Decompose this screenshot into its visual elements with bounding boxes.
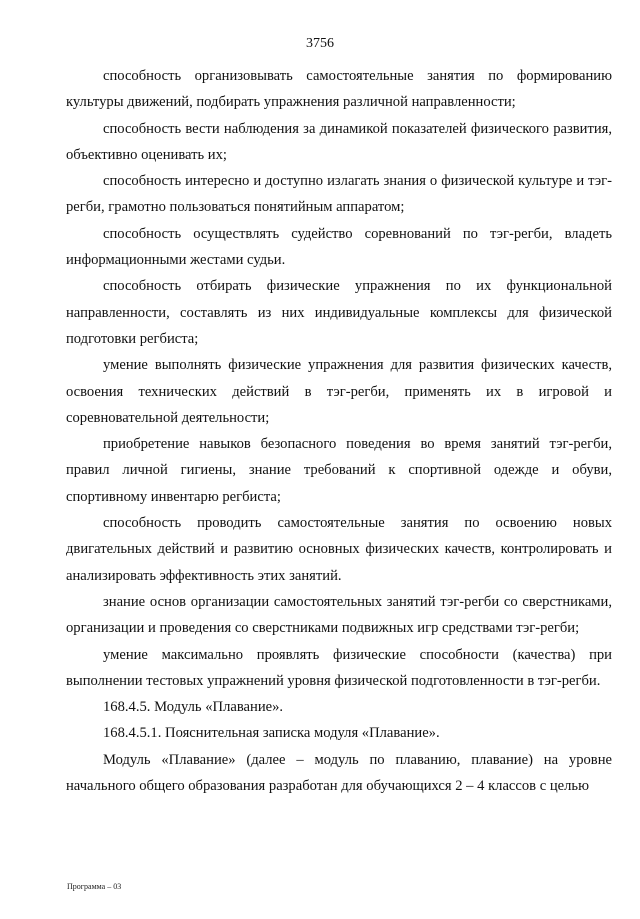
paragraph: способность осуществлять судейство соревнований по тэг-регби, владеть информационными жестами судьи.: [66, 225, 612, 269]
page-number: 3756: [306, 36, 334, 51]
paragraph: умение максимально проявлять физические способности (качества) при выполнении тестовых упражнений уровня физической подготовленности в тэг-регби.: [66, 646, 612, 689]
footer-label: Программа – 03: [67, 882, 122, 891]
paragraph: умение выполнять физические упражнения для развития физических качеств, освоения технических действий в тэг-регби, применять их в игровой и соревновательной деятельности;: [66, 357, 612, 426]
paragraph: приобретение навыков безопасного поведения во время занятий тэг-регби, правил личной гигиены, знание требований к спортивной одежде и обуви, спортивному инвентарю регбиста;: [66, 436, 612, 505]
paragraph: способность организовывать самостоятельные занятия по формированию культуры движений, подбирать упражнения различной направленности;: [66, 68, 612, 111]
section-heading: 168.4.5. Модуль «Плавание».: [103, 699, 284, 716]
paragraph: знание основ организации самостоятельных занятий тэг-регби со сверстниками, организации и проведения со сверстниками подвижных игр средствами тэг-регби;: [66, 593, 612, 637]
subsection-heading: 168.4.5.1. Пояснительная записка модуля «Плавание».: [103, 725, 440, 742]
paragraph: Модуль «Плавание» (далее – модуль по плаванию, плавание) на уровне начального общего образования разработан для обучающихся 2 – 4 классов с целью: [66, 751, 612, 795]
paragraph: способность вести наблюдения за динамикой показателей физического развития, объективно оценивать их;: [66, 120, 612, 163]
paragraph: способность интересно и доступно излагать знания о физической культуре и тэг-регби, грамотно пользоваться понятийным аппаратом;: [66, 173, 612, 216]
paragraph: способность проводить самостоятельные занятия по освоению новых двигательных действий и развитию основных физических качеств, контролировать и анализировать эффективность этих занятий.: [66, 515, 612, 584]
document-body: [66, 63, 612, 799]
paragraph: способность отбирать физические упражнения по их функциональной направленности, составлять из них индивидуальные комплексы для физической подготовки регбиста;: [66, 278, 612, 347]
